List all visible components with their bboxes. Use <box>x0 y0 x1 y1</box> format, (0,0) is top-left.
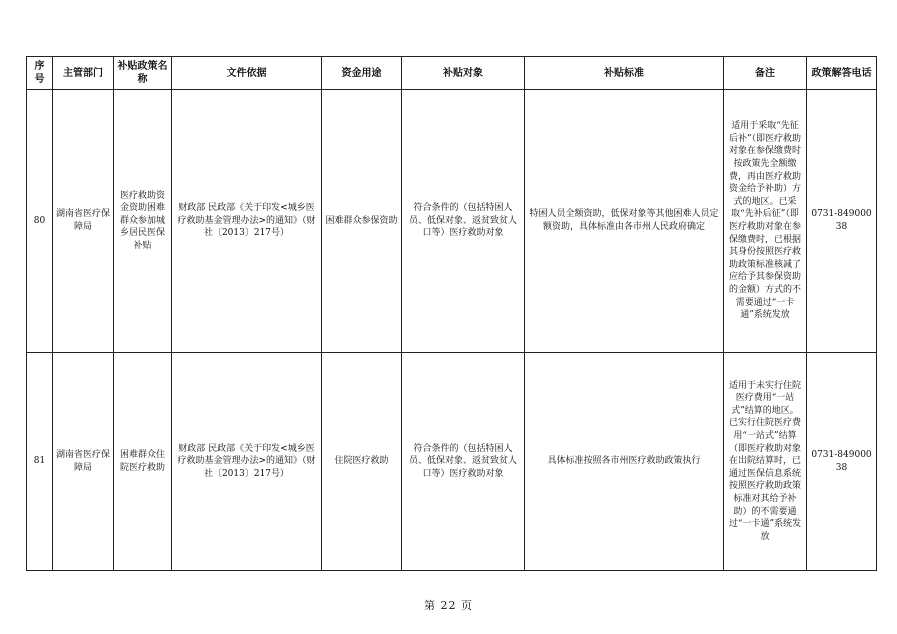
header-fund-use: 资金用途 <box>322 57 402 90</box>
header-standard: 补贴标准 <box>525 57 724 90</box>
cell-standard: 具体标准按照各市州医疗救助政策执行 <box>525 353 724 571</box>
header-phone: 政策解答电话 <box>807 57 877 90</box>
cell-remark: 适用于未实行住院医疗费用“一站式”结算的地区。已实行住院医疗费用“一站式”结算（即医疗救助对象在出院结算时，已通过医保信息系统按照医疗救助政策标准对其给予补助）的不需要通过“一卡通”系统发放 <box>724 353 807 571</box>
cell-remark: 适用于采取“先征后补”（即医疗救助对象在参保缴费时按政策先全额缴费，再由医疗救助资金给予补助）方式的地区。已采取“先补后征”（即医疗救助对象在参保缴费时，已根据其身份按照医疗救助政策标准核减了应给予其参保资助的金额）方式的不需要通过“一卡通”系统发放 <box>724 90 807 353</box>
cell-phone: 0731-84900038 <box>807 90 877 353</box>
table-row <box>27 90 877 353</box>
cell-basis: 财政部 民政部《关于印发<城乡医疗救助基金管理办法>的通知》（财社〔2013〕217号） <box>172 90 322 353</box>
cell-target: 符合条件的（包括特困人员、低保对象、返贫致贫人口等）医疗救助对象 <box>402 90 525 353</box>
cell-policy-name: 困难群众住院医疗救助 <box>114 353 172 571</box>
cell-fund-use: 困难群众参保资助 <box>322 90 402 353</box>
subsidy-table <box>26 56 877 571</box>
table-row <box>27 353 877 571</box>
cell-basis: 财政部 民政部《关于印发<城乡医疗救助基金管理办法>的通知》（财社〔2013〕217号） <box>172 353 322 571</box>
header-dept: 主管部门 <box>53 57 114 90</box>
header-basis: 文件依据 <box>172 57 322 90</box>
cell-target: 符合条件的（包括特困人员、低保对象、返贫致贫人口等）医疗救助对象 <box>402 353 525 571</box>
cell-dept: 湖南省医疗保障局 <box>53 90 114 353</box>
page-number: 第 22 页 <box>424 599 473 612</box>
header-index: 序号 <box>27 57 53 90</box>
cell-index: 81 <box>27 353 53 571</box>
cell-index: 80 <box>27 90 53 353</box>
cell-dept: 湖南省医疗保障局 <box>53 353 114 571</box>
header-target: 补贴对象 <box>402 57 525 90</box>
header-policy-name: 补贴政策名称 <box>114 57 172 90</box>
header-remark: 备注 <box>724 57 807 90</box>
cell-phone: 0731-84900038 <box>807 353 877 571</box>
header-row <box>27 57 877 90</box>
cell-fund-use: 住院医疗救助 <box>322 353 402 571</box>
cell-standard: 特困人员全额资助，低保对象等其他困难人员定额资助，具体标准由各市州人民政府确定 <box>525 90 724 353</box>
cell-policy-name: 医疗救助资金资助困难群众参加城乡居民医保补贴 <box>114 90 172 353</box>
